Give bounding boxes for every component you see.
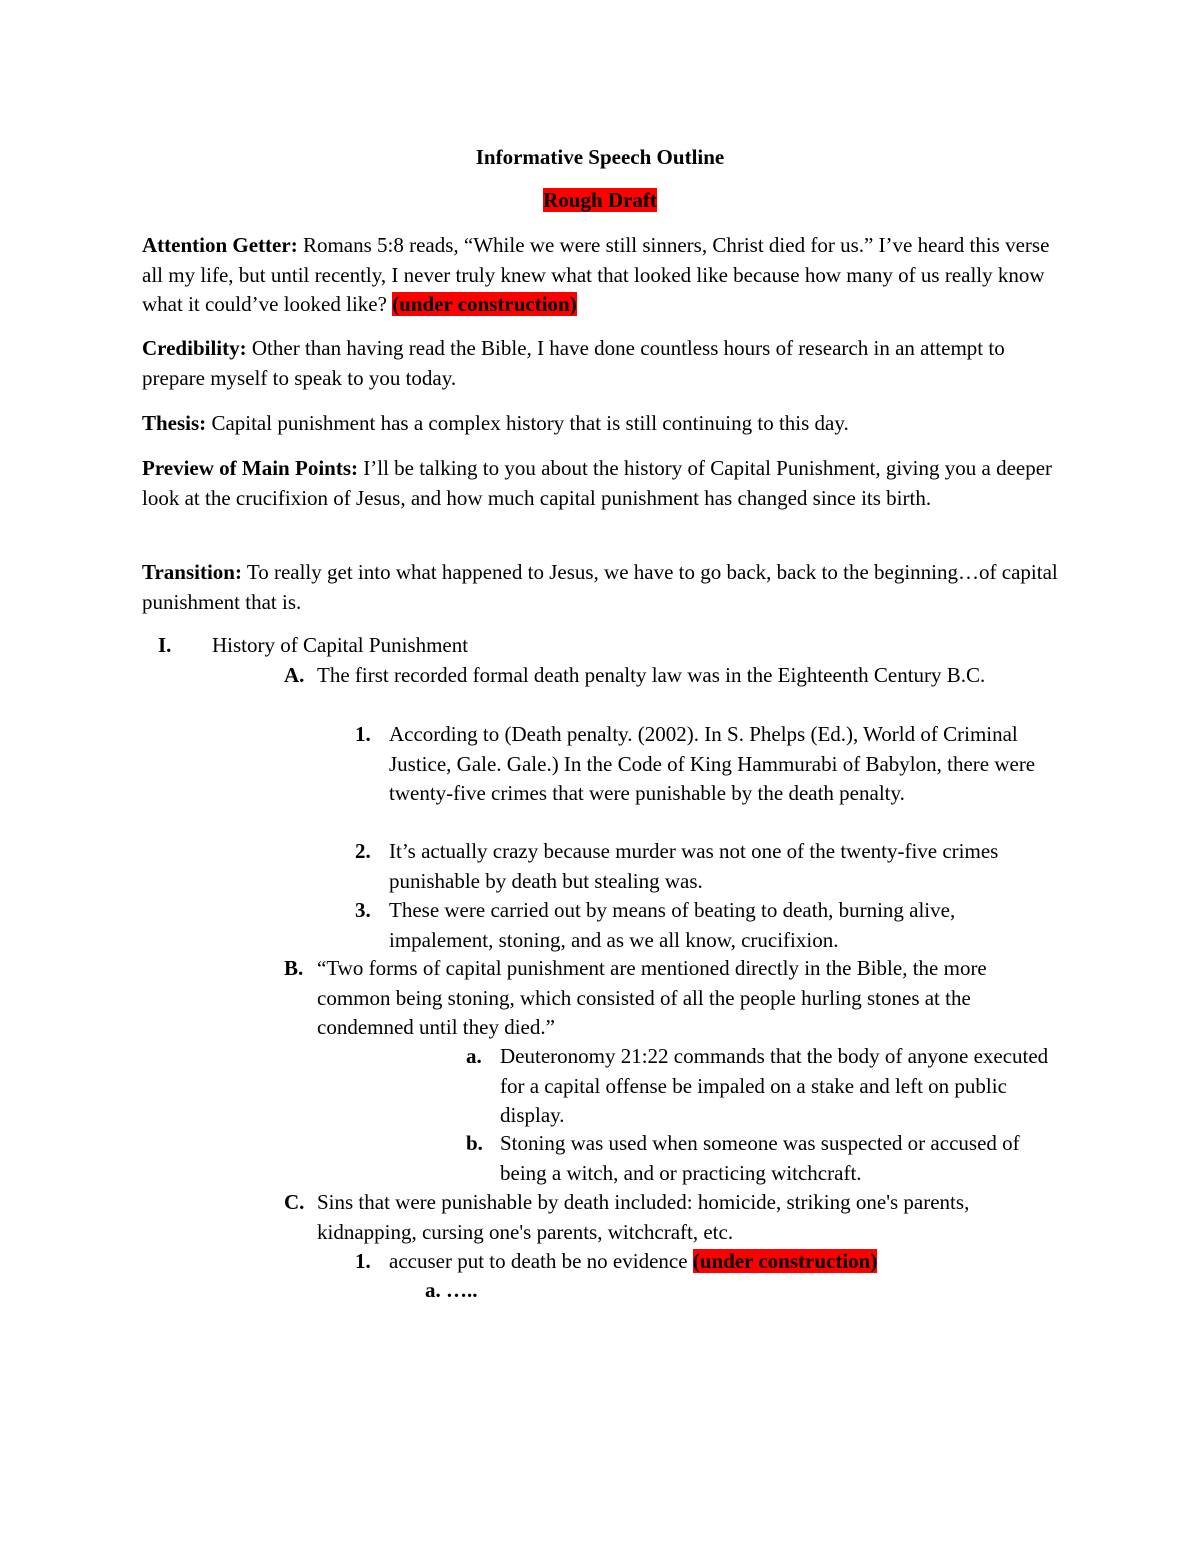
draft-label: Rough Draft (543, 188, 657, 212)
outline-marker-a2: 2. (355, 839, 371, 863)
attention-getter (142, 231, 1062, 320)
outline-marker-c: C. (284, 1190, 305, 1214)
thesis (142, 409, 1062, 439)
preview-label: Preview of Main Points: (142, 456, 358, 480)
outline-item-bb: Stoning was used when someone was suspected or accused of being a witch, and or practicing witchcraft. (500, 1131, 1020, 1185)
attention-label: Attention Getter: (142, 233, 298, 257)
thesis-text: Capital punishment has a complex history that is still continuing to this day. (206, 411, 849, 435)
thesis-label: Thesis: (142, 411, 207, 435)
outline-marker-a1: 1. (355, 722, 371, 746)
credibility (142, 334, 1062, 393)
outline-item-c1 (389, 1247, 1069, 1277)
outline-item-i: History of Capital Punishment (212, 633, 469, 657)
attention-text: Romans 5:8 reads, “While we were still sinners, Christ died for us.” I’ve heard this verse all my life, but until recently, I never truly knew what that looked like because how many of us really know what it could’ve looked like? (142, 233, 1050, 316)
outline-item-a3: These were carried out by means of beating to death, burning alive, impalement, stoning, and as we all know, crucifixion. (389, 898, 956, 952)
transition (142, 558, 1062, 617)
outline-item-c1-text: accuser put to death be no evidence (389, 1249, 693, 1273)
document-title: Informative Speech Outline (475, 145, 725, 169)
outline-item-b: “Two forms of capital punishment are mentioned directly in the Bible, the more common being stoning, which consisted of all the people hurling stones at the condemned until they died.” (317, 956, 987, 1039)
outline-marker-b: B. (284, 956, 304, 980)
outline-item-ba: Deuteronomy 21:22 commands that the body of anyone executed for a capital offense be impaled on a stake and left on public display. (500, 1044, 1049, 1127)
outline-item-a: The first recorded formal death penalty law was in the Eighteenth Century B.C. (317, 663, 986, 687)
outline-marker-a3: 3. (355, 898, 371, 922)
outline-marker-a: A. (284, 663, 305, 687)
credibility-label: Credibility: (142, 336, 247, 360)
outline-item-a2: It’s actually crazy because murder was not one of the twenty-five crimes punishable by death but stealing was. (389, 839, 999, 893)
outline-item-c1a: ….. (446, 1278, 478, 1302)
preview-text: I’ll be talking to you about the history of Capital Punishment, giving you a deeper look at the crucifixion of Jesus, and how much capital punishment has changed since its birth. (142, 456, 1053, 510)
outline-marker-bb: b. (466, 1131, 483, 1155)
outline-marker-c1a: a. (425, 1278, 441, 1302)
attention-construction-flag: (under construction) (392, 292, 577, 316)
outline-item-c: Sins that were punishable by death included: homicide, striking one's parents, kidnapping, cursing one's parents, witchcraft, etc. (317, 1190, 970, 1244)
preview-of-main-points (142, 454, 1062, 513)
outline-construction-flag: (under construction) (692, 1249, 878, 1273)
outline-marker-ba: a. (466, 1044, 482, 1068)
draft-label-wrapper (0, 186, 1200, 216)
outline-marker-i: I. (158, 633, 172, 657)
credibility-text: Other than having read the Bible, I have done countless hours of research in an attempt to prepare myself to speak to you today. (142, 336, 1005, 390)
transition-text: To really get into what happened to Jesus, we have to go back, back to the beginning…of capital punishment that is. (142, 560, 1058, 614)
outline-marker-c1: 1. (355, 1249, 371, 1273)
outline-item-a1: According to (Death penalty. (2002). In S. Phelps (Ed.), World of Criminal Justice, Gale. Gale.) In the Code of King Hammurabi of Babylon, there were twenty-five crimes that were punishable by the death penalty. (389, 722, 1036, 805)
transition-label: Transition: (142, 560, 242, 584)
